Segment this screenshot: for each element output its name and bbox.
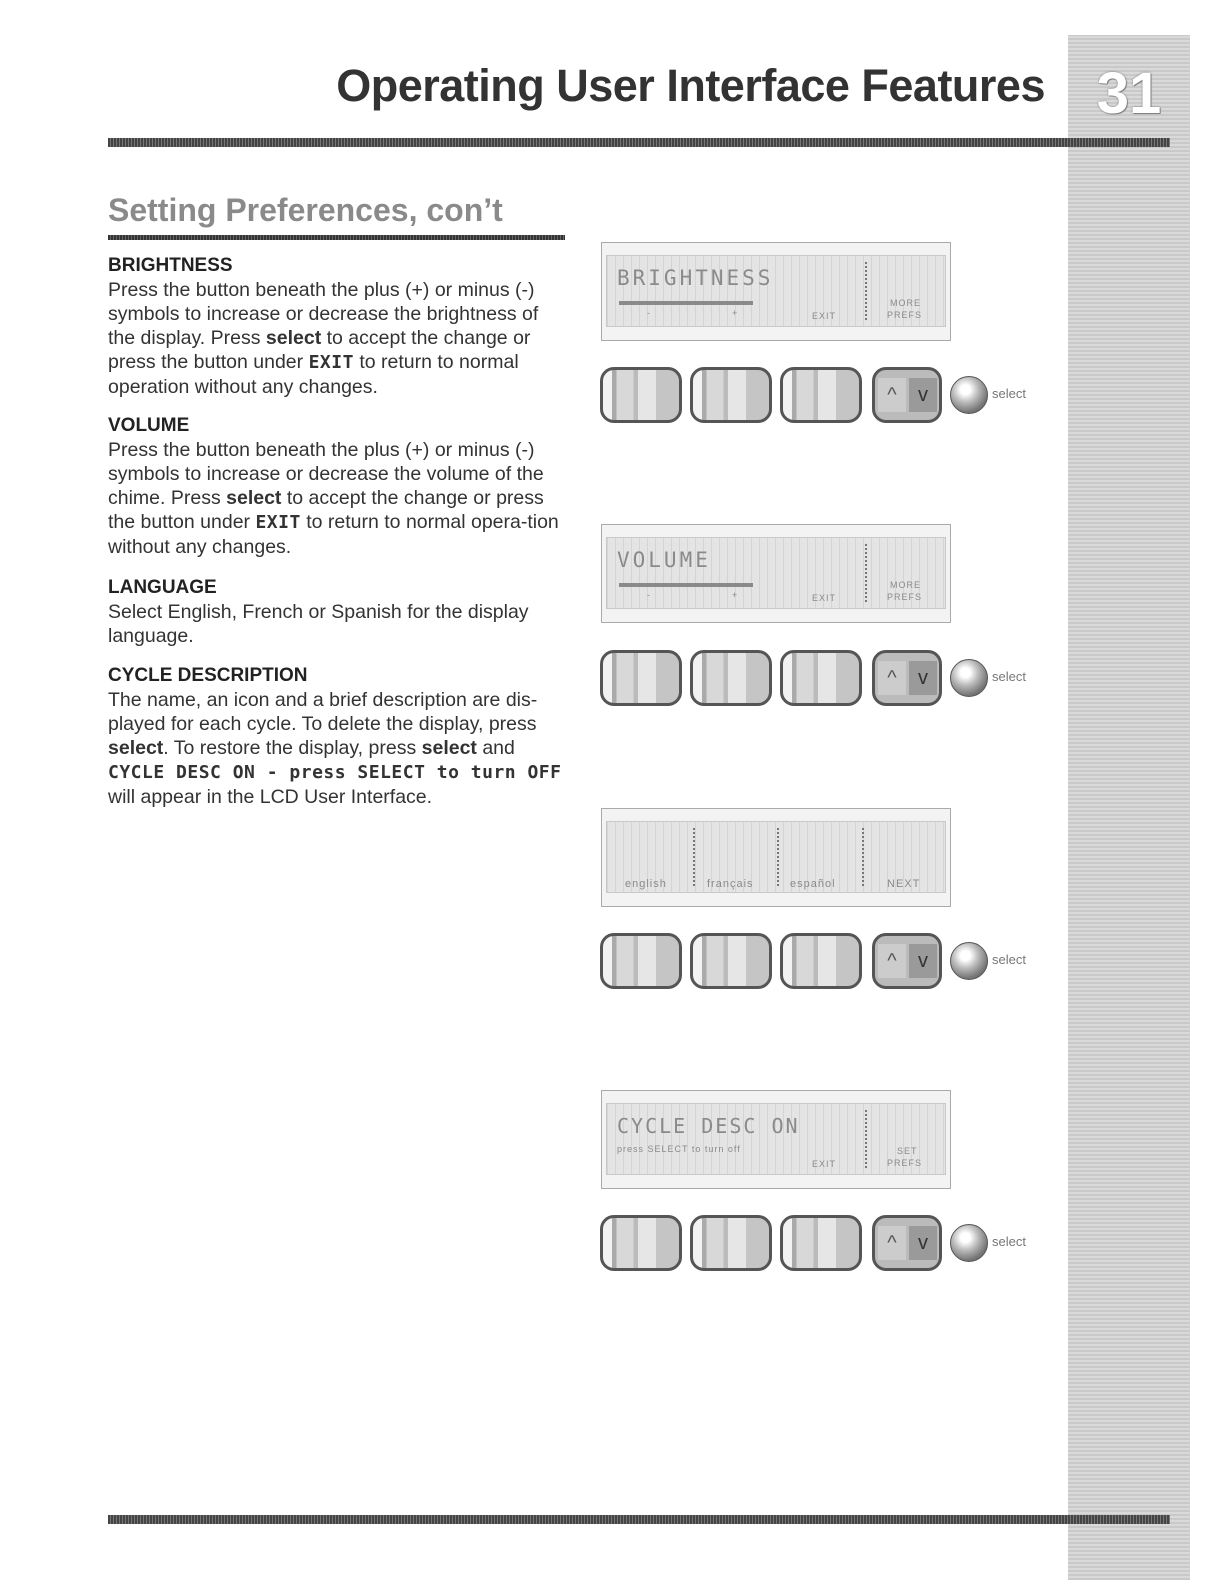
exit-label: EXIT [812,311,837,321]
soft-button-1[interactable] [600,933,682,989]
volume-text: Press the button beneath the plus (+) or minus (-) symbols to increase or decrease the volume of the chime. Press select to accept the change or press the button under EXIT to return to normal opera-tion without any changes. [108,439,559,558]
set-label: SET [897,1146,918,1156]
select-label: select [992,1234,1026,1249]
soft-button-3[interactable] [780,650,862,706]
up-arrow-icon[interactable]: ^ [878,378,906,412]
language-lcd [601,808,951,907]
brightness-block [108,254,570,399]
arrow-buttons[interactable] [872,650,942,706]
page-tab [1068,35,1190,1580]
volume-block [108,414,570,559]
language-controls [600,933,1040,993]
down-arrow-icon[interactable]: v [909,944,937,978]
more-label: MORE [890,580,921,590]
cycle-block [108,664,570,809]
select-knob-icon[interactable] [950,659,988,697]
section-rule [108,235,565,240]
lcd-divider [693,828,695,886]
more-label: MORE [890,298,921,308]
down-arrow-icon[interactable]: v [909,1226,937,1260]
select-knob-icon[interactable] [950,1224,988,1262]
language-heading: LANGUAGE [108,577,217,598]
cycle-controls [600,1215,1040,1275]
plus-label: + [732,590,739,600]
soft-button-2[interactable] [690,1215,772,1271]
volume-lcd [601,524,951,623]
lcd-title: CYCLE DESC ON [617,1114,800,1138]
select-label: select [992,669,1026,684]
cycle-lcd-text: CYCLE DESC ON - press SELECT to turn OFF [108,762,562,783]
brightness-heading: BRIGHTNESS [108,255,233,276]
lcd-divider [865,544,867,602]
cycle-lcd [601,1090,951,1189]
volume-heading: VOLUME [108,415,190,436]
select-label: select [992,952,1026,967]
next-label: NEXT [887,878,921,890]
select-knob-icon[interactable] [950,942,988,980]
lcd-subtext: press SELECT to turn off [617,1144,741,1154]
prefs-label: PREFS [887,1158,923,1168]
lcd-title: BRIGHTNESS [617,266,774,290]
exit-label: EXIT [812,593,837,603]
brightness-controls [600,367,1040,427]
select-label: select [992,386,1026,401]
lcd-divider [777,828,779,886]
footer-rule [108,1515,1170,1524]
arrow-buttons[interactable] [872,1215,942,1271]
arrow-buttons[interactable] [872,367,942,423]
up-arrow-icon[interactable]: ^ [878,1226,906,1260]
soft-button-2[interactable] [690,650,772,706]
header-rule [108,138,1170,147]
up-arrow-icon[interactable]: ^ [878,661,906,695]
level-bar [619,301,753,305]
prefs-label: PREFS [887,592,923,602]
prefs-label: PREFS [887,310,923,320]
language-block [108,576,570,648]
soft-button-2[interactable] [690,933,772,989]
exit-label: EXIT [812,1159,837,1169]
option-francais: français [707,878,754,890]
arrow-buttons[interactable] [872,933,942,989]
soft-button-1[interactable] [600,367,682,423]
cycle-heading: CYCLE DESCRIPTION [108,665,308,686]
soft-button-1[interactable] [600,650,682,706]
lcd-title: VOLUME [617,548,711,572]
brightness-text: Press the button beneath the plus (+) or minus (-) symbols to increase or decrease the brightness of the display. Press select to accept the change or press the button under EXIT to return to normal operation without any changes. [108,279,539,398]
lcd-divider [862,828,864,886]
brightness-lcd [601,242,951,341]
soft-button-3[interactable] [780,1215,862,1271]
soft-button-2[interactable] [690,367,772,423]
page-title: Operating User Interface Features [336,60,1045,111]
language-text: Select English, French or Spanish for the display language. [108,601,529,647]
soft-button-3[interactable] [780,367,862,423]
soft-button-1[interactable] [600,1215,682,1271]
volume-controls [600,650,1040,710]
section-heading: Setting Preferences, con’t [108,192,503,228]
select-knob-icon[interactable] [950,376,988,414]
lcd-divider [865,262,867,320]
soft-button-3[interactable] [780,933,862,989]
level-bar [619,583,753,587]
option-espanol: español [790,878,836,890]
down-arrow-icon[interactable]: v [909,661,937,695]
down-arrow-icon[interactable]: v [909,378,937,412]
up-arrow-icon[interactable]: ^ [878,944,906,978]
minus-label: - [647,590,651,600]
cycle-text: The name, an icon and a brief description are dis-played for each cycle. To delete the display, press select. To restore the display, press select and CYCLE DESC ON - press SELECT to turn OFF will appear in the LCD User Interface. [108,689,562,808]
lcd-divider [865,1110,867,1168]
option-english: english [625,878,667,890]
plus-label: + [732,308,739,318]
minus-label: - [647,308,651,318]
page-number: 31 [1096,61,1162,126]
